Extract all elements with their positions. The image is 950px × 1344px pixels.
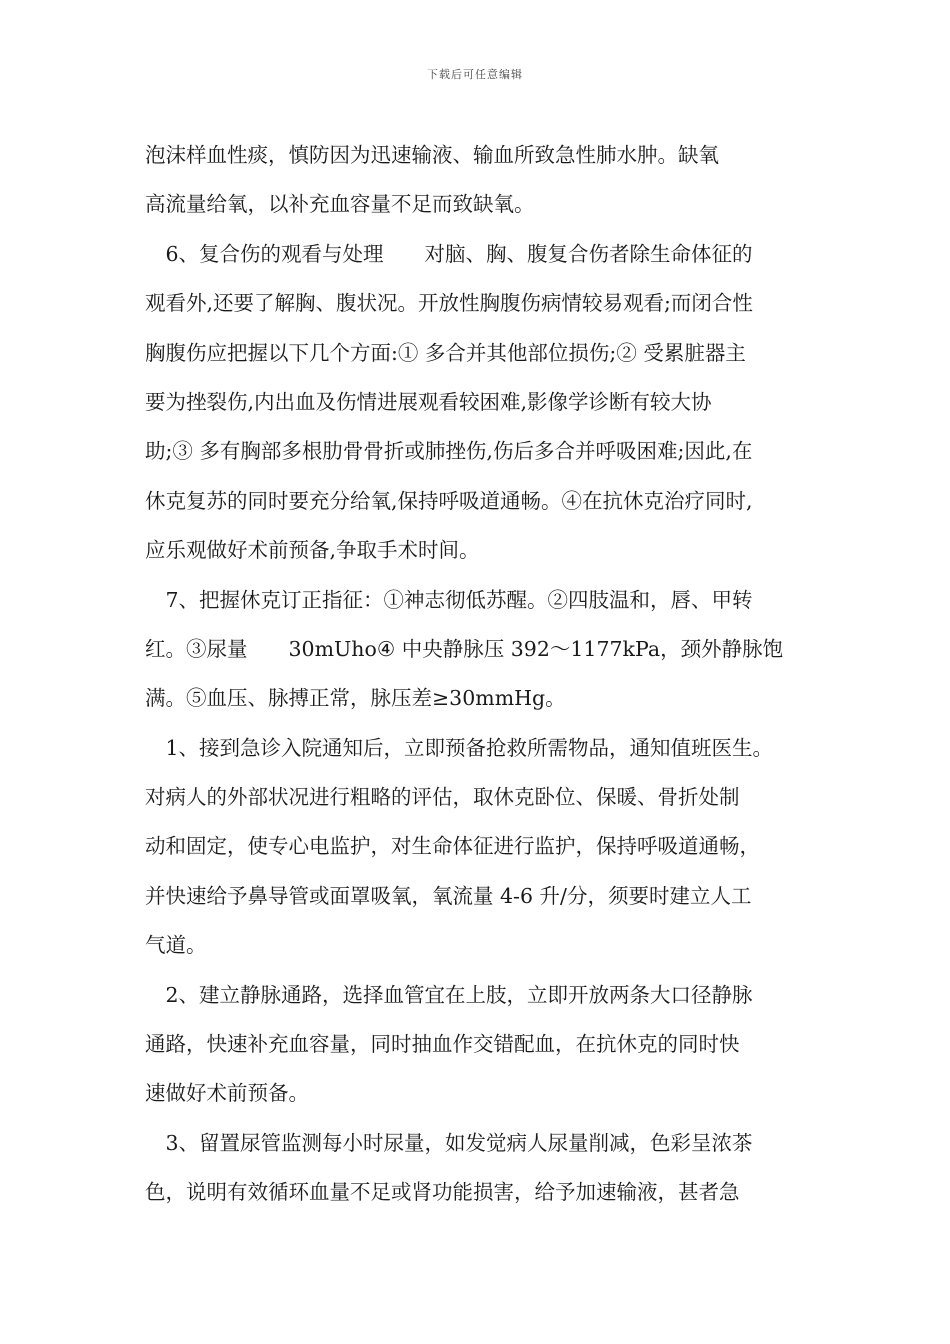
- text-line: 满。⑤血压、脉搏正常，脉压差≥30mmHg。: [145, 686, 566, 711]
- text-line: 助;③ 多有胸部多根肋骨骨折或肺挫伤,伤后多合并呼吸困难;因此,在: [145, 439, 753, 464]
- text-line: 速做好术前预备。: [145, 1081, 309, 1106]
- text-line: 6、复合伤的观看与处理 对脑、胸、腹复合伤者除生命体征的: [145, 241, 753, 266]
- text-line: 气道。: [145, 933, 207, 958]
- text-line: 休克复苏的同时要充分给氧,保持呼吸道通畅。④在抗休克治疗同时,: [145, 488, 753, 513]
- text-line: 通路，快速补充血容量，同时抽血作交错配血，在抗休克的同时快: [145, 1032, 740, 1057]
- text-line: 要为挫裂伤,内出血及伤情进展观看较困难,影像学诊断有较大协: [145, 389, 712, 414]
- page-header: 下载后可任意编辑: [427, 68, 523, 81]
- text-line: 1、接到急诊入院通知后，立即预备抢救所需物品，通知值班医生。: [145, 735, 774, 760]
- text-line: 应乐观做好术前预备,争取手术时间。: [145, 538, 480, 563]
- document-body: [145, 131, 815, 1218]
- text-line: 胸腹伤应把握以下几个方面:① 多合并其他部位损伤;② 受累脏器主: [145, 340, 746, 365]
- text-line: 并快速给予鼻导管或面罩吸氧，氧流量 4-6 升/分，须要时建立人工: [145, 883, 752, 908]
- text-line: 动和固定，使专心电监护，对生命体征进行监护，保持呼吸道通畅，: [145, 834, 760, 859]
- text-line: 对病人的外部状况进行粗略的评估，取休克卧位、保暖、骨折处制: [145, 785, 740, 810]
- text-line: 高流量给氧，以补充血容量不足而致缺氧。: [145, 192, 535, 217]
- text-line: 泡沫样血性痰，慎防因为迅速输液、输血所致急性肺水肿。缺氧: [145, 143, 719, 167]
- text-line: 红。③尿量 30mUho④ 中央静脉压 392～1177kPa，颈外静脉饱: [145, 636, 784, 661]
- text-line: 3、留置尿管监测每小时尿量，如发觉病人尿量削减，色彩呈浓茶: [145, 1130, 753, 1155]
- text-line: 7、把握休克订正指征：①神志彻低苏醒。②四肢温和，唇、甲转: [145, 587, 753, 612]
- text-line: 观看外,还要了解胸、腹状况。开放性胸腹伤病情较易观看;而闭合性: [145, 291, 753, 316]
- text-line: 色，说明有效循环血量不足或肾功能损害，给予加速输液，甚者急: [145, 1180, 740, 1205]
- text-line: 2、建立静脉通路，选择血管宜在上肢，立即开放两条大口径静脉: [145, 982, 753, 1007]
